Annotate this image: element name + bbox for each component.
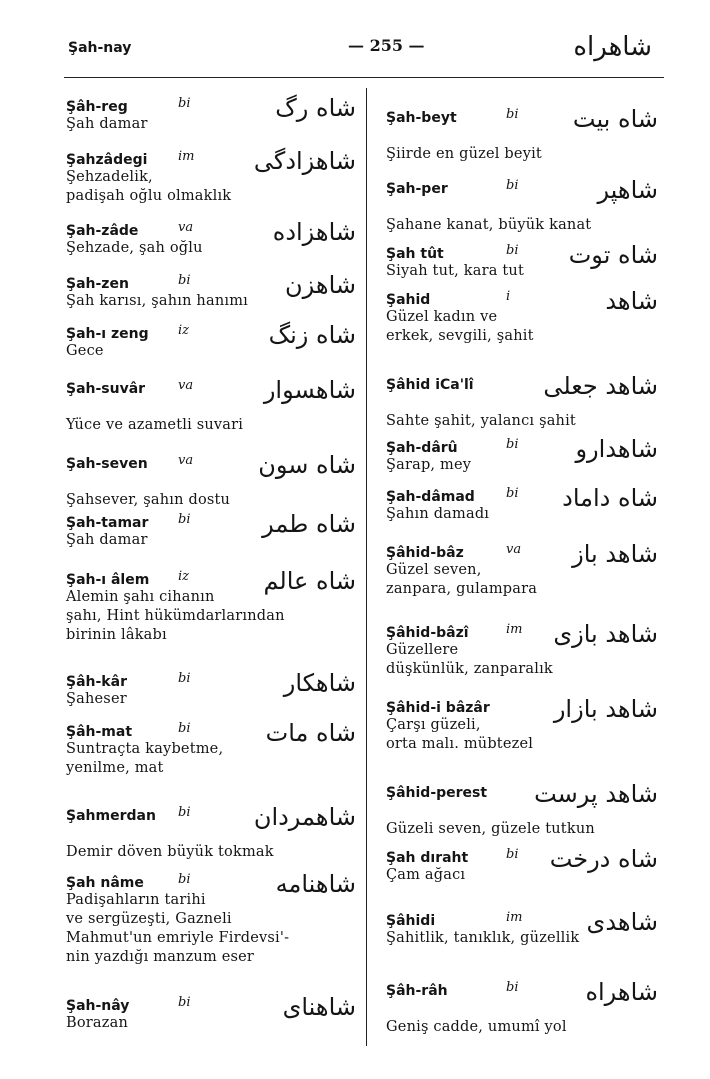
dictionary-entry xyxy=(386,107,658,164)
ottoman-script: شاهد پرست xyxy=(534,780,658,808)
definition-line: Şahane kanat, büyük kanat xyxy=(386,217,592,233)
entry-header-row xyxy=(386,978,658,1006)
entry-header-row xyxy=(66,321,356,349)
grammar-label: im xyxy=(178,149,195,164)
definition-line: Alemin şahı cihanın xyxy=(66,589,215,605)
definition-line: zanpara, gulampara xyxy=(386,581,538,597)
entry-header-row xyxy=(386,241,658,269)
ottoman-script: شاه زنگ xyxy=(268,321,356,349)
dictionary-entry xyxy=(66,805,356,862)
headword: Şah-seven xyxy=(66,456,148,472)
grammar-label: bi xyxy=(506,107,519,122)
grammar-label: im xyxy=(506,910,523,925)
ottoman-script: شاه بیت xyxy=(572,105,658,133)
ottoman-script: شاهد جعلی xyxy=(543,372,658,400)
entry-header-row xyxy=(66,993,356,1021)
entry-header-row xyxy=(66,870,356,898)
grammar-label: im xyxy=(506,622,523,637)
entry-header-row xyxy=(66,218,356,246)
entry-header-row xyxy=(386,372,658,400)
dictionary-entry xyxy=(66,453,356,510)
entry-header-row xyxy=(386,287,658,315)
entry-header-row xyxy=(386,484,658,512)
ottoman-script: شاه سون xyxy=(258,451,356,479)
headword: Şah-dâmad xyxy=(386,489,475,505)
grammar-label: bi xyxy=(506,980,519,995)
headword: Şâhid-bâzî xyxy=(386,625,469,641)
grammar-label: bi xyxy=(178,805,191,820)
definition-line: orta malı. mübtezel xyxy=(386,736,534,752)
grammar-label: bi xyxy=(178,671,191,686)
entry-header-row xyxy=(66,567,356,595)
definition-line: Şehzadelik, xyxy=(66,169,153,185)
grammar-label: bi xyxy=(506,437,519,452)
grammar-label: iz xyxy=(178,323,190,338)
dictionary-entry xyxy=(386,437,658,475)
definition-line: yenilme, mat xyxy=(66,760,164,776)
grammar-label: va xyxy=(178,220,194,235)
headword: Şâhid-bâz xyxy=(386,545,464,561)
definition-line: düşkünlük, zanparalık xyxy=(386,661,553,677)
definition-line: Gece xyxy=(66,343,104,359)
ottoman-script: شاهسوار xyxy=(263,376,356,404)
ottoman-script: شاهدارو xyxy=(575,435,658,463)
entry-header-row xyxy=(66,94,356,122)
definition-line: Yüce ve azametli suvari xyxy=(66,417,244,433)
entry-header-row xyxy=(66,669,356,697)
entry-header-row xyxy=(386,105,658,133)
headword: Şahzâdegi xyxy=(66,152,148,168)
definition-line: Güzel kadın ve xyxy=(386,309,498,325)
header-rule xyxy=(64,77,664,78)
ottoman-script: شاه توت xyxy=(568,241,658,269)
definition-line: Güzeli seven, güzele tutkun xyxy=(386,821,595,837)
ottoman-script: شاهد بازار xyxy=(553,695,658,723)
entry-header-row xyxy=(386,845,658,873)
headword: Şah-zen xyxy=(66,276,129,292)
dictionary-entry xyxy=(386,697,658,754)
dictionary-entry xyxy=(66,273,356,311)
definition-line: Suntraçta kaybetme, xyxy=(66,741,224,757)
definition-line: Şahın damadı xyxy=(386,506,490,522)
definition-line: Geniş cadde, umumî yol xyxy=(386,1019,567,1035)
grammar-label: bi xyxy=(178,512,191,527)
definition-line: nin yazdığı manzum eser xyxy=(66,949,255,965)
grammar-label: i xyxy=(506,289,511,304)
definition-line: Güzellere xyxy=(386,642,459,658)
definition-line: Şah damar xyxy=(66,116,148,132)
entry-header-row xyxy=(386,780,658,808)
entry-header-row xyxy=(386,435,658,463)
entry-header-row xyxy=(386,908,658,936)
grammar-label: bi xyxy=(178,96,191,111)
headword: Şah nâme xyxy=(66,875,144,891)
definition-line: Şiirde en güzel beyit xyxy=(386,146,542,162)
headword: Şah dıraht xyxy=(386,850,469,866)
ottoman-script: شاهد باز xyxy=(572,540,658,568)
entry-header-row xyxy=(386,620,658,648)
definition-line: Şehzade, şah oğlu xyxy=(66,240,203,256)
dictionary-entry xyxy=(66,220,356,258)
ottoman-script: شاه طمر xyxy=(262,510,356,538)
headword: Şah-ı âlem xyxy=(66,572,150,588)
entry-header-row xyxy=(66,147,356,175)
grammar-label: bi xyxy=(178,995,191,1010)
headword: Şahid xyxy=(386,292,431,308)
headword: Şah-ı zeng xyxy=(66,326,149,342)
grammar-label: va xyxy=(178,453,194,468)
ottoman-script: شاهراه xyxy=(585,978,658,1006)
grammar-label: bi xyxy=(506,486,519,501)
ottoman-script: شاه داماد xyxy=(562,484,658,512)
definition-line: birinin lâkabı xyxy=(66,627,167,643)
headword: Şah-suvâr xyxy=(66,381,146,397)
dictionary-entry xyxy=(66,872,356,967)
definition-line: Şahsever, şahın dostu xyxy=(66,492,231,508)
headword: Şâh-râh xyxy=(386,983,448,999)
headword: Şah tût xyxy=(386,246,444,262)
definition-line: Güzel seven, xyxy=(386,562,482,578)
headword: Şâh-reg xyxy=(66,99,128,115)
definition-line: Şah karısı, şahın hanımı xyxy=(66,293,248,309)
headword: Şâhid-perest xyxy=(386,785,488,801)
headword: Şâhid-i bâzâr xyxy=(386,700,490,716)
headword: Şah-per xyxy=(386,181,448,197)
dictionary-entry xyxy=(66,671,356,709)
headword: Şâh-kâr xyxy=(66,674,127,690)
grammar-label: iz xyxy=(178,569,190,584)
dictionary-entry xyxy=(386,980,658,1037)
grammar-label: bi xyxy=(178,721,191,736)
grammar-label: bi xyxy=(506,243,519,258)
grammar-label: bi xyxy=(178,273,191,288)
grammar-label: bi xyxy=(506,847,519,862)
definition-line: padişah oğlu olmaklık xyxy=(66,188,232,204)
column-separator xyxy=(366,88,367,1046)
dictionary-entry xyxy=(386,486,658,524)
ottoman-script: شاهپر xyxy=(597,176,658,204)
ottoman-script: شاهزن xyxy=(285,271,356,299)
dictionary-entry xyxy=(66,721,356,778)
running-head-left: Şah-nay xyxy=(68,40,132,56)
definition-line: Padişahların tarihi xyxy=(66,892,206,908)
dictionary-entry xyxy=(66,569,356,645)
definition-line: Demir döven büyük tokmak xyxy=(66,844,274,860)
definition-line: Şah damar xyxy=(66,532,148,548)
headword: Şâhid iCa'lî xyxy=(386,377,474,393)
running-head-right: شاهراه xyxy=(573,32,652,62)
dictionary-entry xyxy=(386,622,658,679)
definition-line: ve sergüzeşti, Gazneli xyxy=(66,911,232,927)
ottoman-script: شاهمردان xyxy=(253,803,356,831)
entry-header-row xyxy=(66,271,356,299)
entry-header-row xyxy=(386,695,658,723)
grammar-label: bi xyxy=(506,178,519,193)
entry-header-row xyxy=(386,540,658,568)
definition-line: Mahmut'un emriyle Firdevsi'- xyxy=(66,930,290,946)
definition-line: Borazan xyxy=(66,1015,128,1031)
headword: Şah-dârû xyxy=(386,440,458,456)
ottoman-script: شاه عالم xyxy=(263,567,356,595)
dictionary-entry xyxy=(386,178,658,235)
entry-header-row xyxy=(66,719,356,747)
entry-header-row xyxy=(66,510,356,538)
definition-line: Sahte şahit, yalancı şahit xyxy=(386,413,576,429)
definition-line: erkek, sevgili, şahit xyxy=(386,328,534,344)
dictionary-entry xyxy=(386,289,658,346)
definition-line: Şaheser xyxy=(66,691,127,707)
headword: Şah-zâde xyxy=(66,223,139,239)
headword: Şâhidi xyxy=(386,913,436,929)
definition-line: Şahitlik, tanıklık, güzellik xyxy=(386,930,580,946)
ottoman-script: شاهنای xyxy=(282,993,356,1021)
dictionary-entry xyxy=(386,542,658,599)
entry-header-row xyxy=(386,176,658,204)
ottoman-script: شاه مات xyxy=(265,719,356,747)
dictionary-entry xyxy=(66,96,356,134)
definition-line: Siyah tut, kara tut xyxy=(386,263,524,279)
dictionary-entry xyxy=(66,512,356,550)
entry-header-row xyxy=(66,451,356,479)
ottoman-script: شاهد xyxy=(605,287,658,315)
dictionary-entry xyxy=(66,378,356,435)
entry-header-row xyxy=(66,803,356,831)
definition-line: Şarap, mey xyxy=(386,457,472,473)
page-number: — 255 — xyxy=(348,36,425,55)
headword: Şah-nây xyxy=(66,998,130,1014)
ottoman-script: شاهکار xyxy=(283,669,356,697)
ottoman-script: شاهزاده xyxy=(272,218,356,246)
grammar-label: bi xyxy=(178,872,191,887)
headword: Şahmerdan xyxy=(66,808,156,824)
definition-line: Çam ağacı xyxy=(386,867,466,883)
ottoman-script: شاه رگ xyxy=(275,94,356,122)
headword: Şah-beyt xyxy=(386,110,457,126)
ottoman-script: شاهزادگی xyxy=(253,147,356,175)
dictionary-entry xyxy=(386,847,658,885)
dictionary-entry xyxy=(66,995,356,1033)
ottoman-script: شاه درخت xyxy=(549,845,658,873)
dictionary-entry xyxy=(386,243,658,281)
dictionary-entry xyxy=(386,782,658,839)
entry-header-row xyxy=(66,376,356,404)
definition-line: Çarşı güzeli, xyxy=(386,717,481,733)
headword: Şâh-mat xyxy=(66,724,133,740)
dictionary-entry xyxy=(386,374,658,431)
headword: Şah-tamar xyxy=(66,515,149,531)
dictionary-entry xyxy=(386,910,658,948)
grammar-label: va xyxy=(178,378,194,393)
ottoman-script: شاهد بازی xyxy=(553,620,658,648)
definition-line: şahı, Hint hükümdarlarından xyxy=(66,608,285,624)
ottoman-script: شاهدی xyxy=(586,908,658,936)
grammar-label: va xyxy=(506,542,522,557)
dictionary-entry xyxy=(66,323,356,361)
dictionary-entry xyxy=(66,149,356,206)
ottoman-script: شاهنامه xyxy=(275,870,356,898)
